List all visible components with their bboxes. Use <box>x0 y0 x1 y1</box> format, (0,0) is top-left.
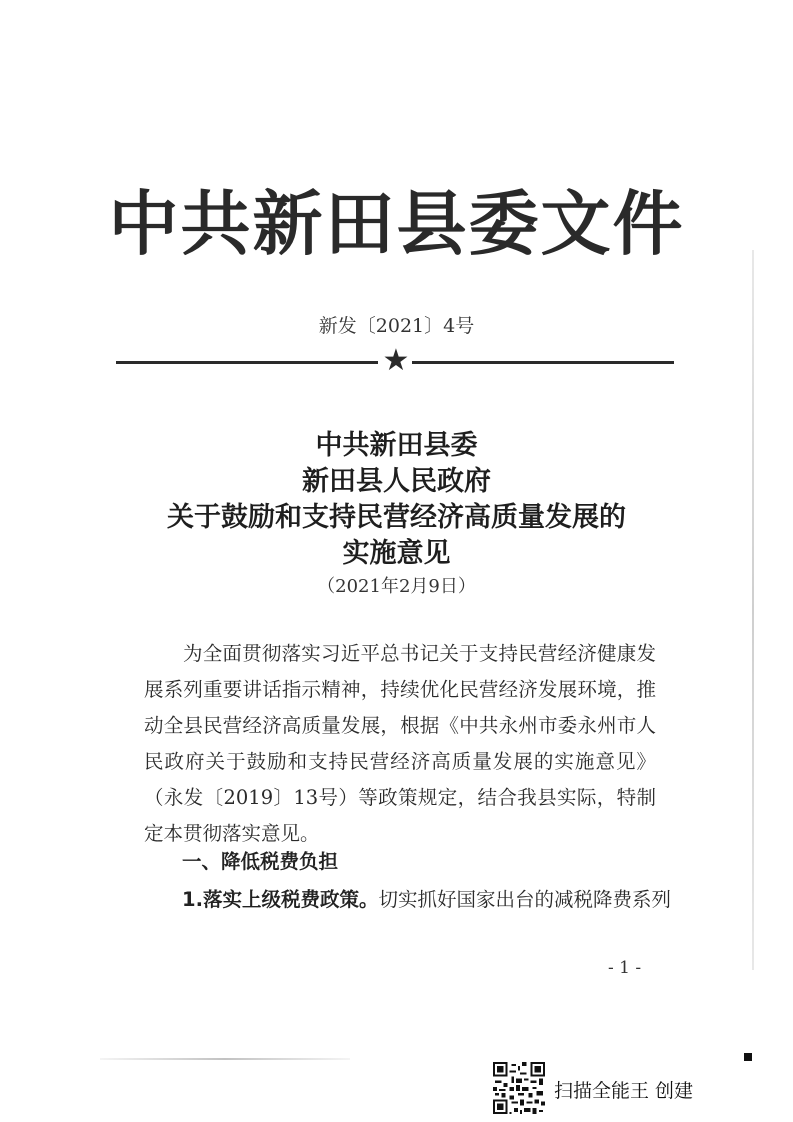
intro-paragraph: 为全面贯彻落实习近平总书记关于支持民营经济健康发展系列重要讲话指示精神，持续优化民营经济发展环境，推动全县民营经济高质量发展，根据《中共永州市委永州市人民政府关于鼓励和支持民营经济高质量发展的实施意见》（永发〔2019〕13号）等政策规定，结合我县实际，特制定本贯彻落实意见。 <box>144 642 656 845</box>
document-number: 新发〔2021〕4号 <box>318 315 475 337</box>
separator-line-right <box>412 361 674 364</box>
separator-line-left <box>116 361 378 364</box>
item-1-text: 切实抓好国家出台的减税降费系列 <box>378 888 671 911</box>
scan-artifact-line <box>100 1058 350 1060</box>
item-1-label: 1.落实上级税费政策。 <box>182 888 379 911</box>
title-line-3: 关于鼓励和支持民营经济高质量发展的 <box>167 502 626 533</box>
document-header-title: 中共新田县委文件 <box>108 182 685 265</box>
document-date: （2021年2月9日） <box>317 576 476 597</box>
page-edge-shadow <box>752 250 754 970</box>
title-line-4: 实施意见 <box>342 538 451 569</box>
item-1 <box>182 884 671 912</box>
star-icon: ★ <box>382 343 410 378</box>
page-number: - 1 - <box>608 958 642 978</box>
title-line-2: 新田县人民政府 <box>302 466 491 497</box>
scanner-watermark: 扫描全能王 创建 <box>554 1080 694 1102</box>
corner-mark <box>744 1053 752 1061</box>
document-title <box>0 428 793 572</box>
title-line-1: 中共新田县委 <box>315 430 478 461</box>
document-body <box>144 636 656 852</box>
section-heading-1: 一、降低税费负担 <box>182 850 339 873</box>
qr-code-icon <box>493 1062 545 1114</box>
